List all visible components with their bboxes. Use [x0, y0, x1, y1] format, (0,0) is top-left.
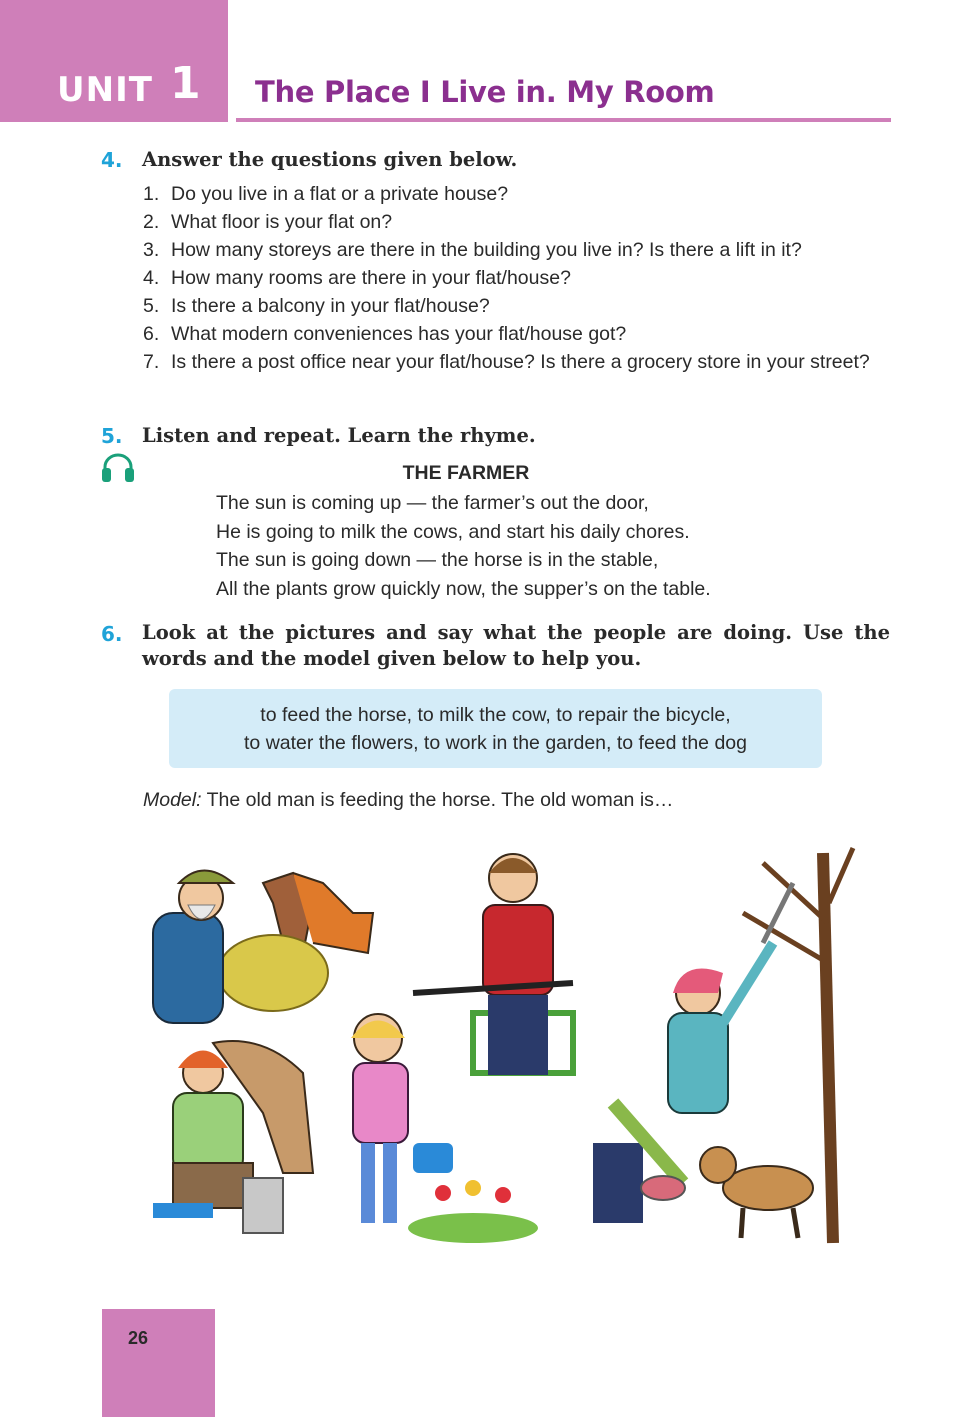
person-feeding-dog-picture — [593, 1103, 813, 1238]
question-text: Is there a balcony in your flat/house? — [171, 295, 490, 317]
word-box-line-1: to feed the horse, to milk the cow, to repair the bicycle, — [260, 704, 731, 726]
model-label: Model: — [143, 789, 202, 811]
question-number: 1. — [143, 183, 160, 205]
woman-milking-cow-picture — [153, 1041, 313, 1233]
headphones-icon[interactable] — [101, 453, 135, 483]
old-man-feeding-horse-picture — [153, 871, 373, 1024]
farm-activities-illustration — [143, 843, 859, 1251]
question-item — [143, 348, 903, 376]
word-box-line-2: to water the flowers, to work in the garden, to feed the dog — [244, 732, 747, 754]
question-text: Is there a post office near your flat/house? Is there a grocery store in your street? — [171, 351, 870, 373]
unit-number: 1 — [170, 58, 201, 109]
question-number: 7. — [143, 351, 160, 373]
question-item — [143, 320, 903, 348]
question-number: 5. — [143, 295, 160, 317]
question-item — [143, 236, 903, 264]
exercise-5-heading: Listen and repeat. Learn the rhyme. — [142, 424, 536, 447]
word-box — [169, 689, 822, 768]
question-number: 4. — [143, 267, 160, 289]
page-title: The Place I Live in. My Room — [255, 75, 715, 109]
question-number: 6. — [143, 323, 160, 345]
rhyme-line: The sun is coming up — the farmer’s out the door, — [216, 492, 649, 514]
question-text: Do you live in a flat or a private house? — [171, 183, 509, 205]
page-number: 26 — [128, 1328, 149, 1348]
rhyme-line: The sun is going down — the horse is in the stable, — [216, 549, 659, 571]
rhyme-text — [216, 489, 711, 603]
question-item — [143, 292, 903, 320]
question-item — [143, 264, 903, 292]
exercise-4-heading: Answer the questions given below. — [142, 148, 518, 171]
exercise-6-heading: Look at the pictures and say what the people are doing. Use the words and the model given below to help you. — [142, 621, 890, 670]
question-number: 3. — [143, 239, 160, 261]
boy-repairing-bicycle-picture — [413, 854, 573, 1075]
question-list — [143, 180, 903, 376]
question-item — [143, 180, 903, 208]
exercise-4-number: 4. — [101, 148, 123, 172]
question-text: How many rooms are there in your flat/house? — [171, 267, 571, 289]
exercise-5-number: 5. — [101, 424, 123, 448]
exercise-6-number: 6. — [101, 622, 123, 646]
model-text: The old man is feeding the horse. The old woman is… — [201, 789, 674, 811]
question-text: What floor is your flat on? — [171, 211, 393, 233]
question-text: What modern conveniences has your flat/house got? — [171, 323, 627, 345]
question-item — [143, 208, 903, 236]
question-text: How many storeys are there in the building you live in? Is there a lift in it? — [171, 239, 802, 261]
question-number: 2. — [143, 211, 160, 233]
unit-label: UNIT — [57, 70, 153, 110]
rhyme-title: THE FARMER — [402, 462, 530, 484]
rhyme-line: He is going to milk the cows, and start his daily chores. — [216, 520, 690, 543]
page-number-box — [102, 1309, 215, 1417]
model-sentence — [143, 789, 673, 812]
title-underline — [236, 118, 891, 122]
rhyme-line: All the plants grow quickly now, the supper’s on the table. — [216, 577, 711, 600]
